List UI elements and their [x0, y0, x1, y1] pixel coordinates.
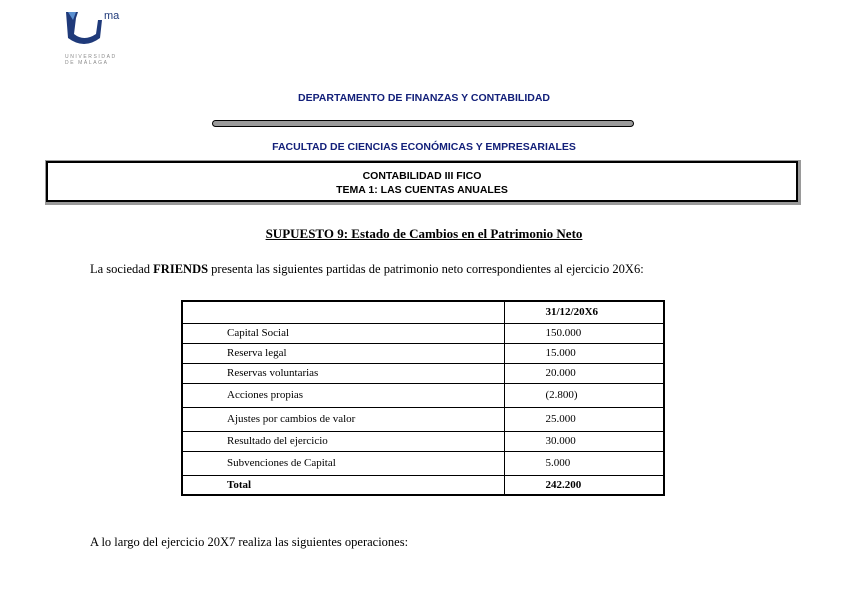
- table-row: [182, 323, 664, 343]
- equity-balance-table: [181, 300, 665, 496]
- header-divider: [212, 120, 634, 127]
- row-label: Ajustes por cambios de valor: [182, 407, 504, 431]
- university-logo: [62, 8, 132, 66]
- table-row: [182, 407, 664, 431]
- intro-text-start: La sociedad: [90, 262, 154, 276]
- row-value: 30.000: [504, 431, 664, 451]
- table-header-row: [182, 301, 664, 323]
- department-title: DEPARTAMENTO DE FINANZAS Y CONTABILIDAD: [297, 92, 550, 104]
- table-total-row: [182, 475, 664, 495]
- course-title-box: [46, 161, 798, 202]
- row-label: Reserva legal: [182, 343, 504, 363]
- table-row: [182, 343, 664, 363]
- exercise-intro: [90, 262, 644, 277]
- row-value: 150.000: [504, 323, 664, 343]
- header-cell-date: 31/12/20X6: [504, 301, 664, 323]
- row-value: (2.800): [504, 383, 664, 407]
- intro-text-end: presenta las siguientes partidas de patrimonio neto correspondientes al ejercicio 20X6:: [208, 262, 644, 276]
- uma-emblem-icon: [64, 8, 104, 48]
- row-value: 25.000: [504, 407, 664, 431]
- company-name: FRIENDS: [153, 262, 209, 276]
- course-name: CONTABILIDAD III FICO: [362, 170, 482, 182]
- exercise-operations-intro: A lo largo del ejercicio 20X7 realiza las siguientes operaciones:: [90, 535, 409, 549]
- row-label: Resultado del ejercicio: [182, 431, 504, 451]
- exercise-title: SUPUESTO 9: Estado de Cambios en el Patrimonio Neto: [265, 226, 583, 241]
- logo-institution-name: UNIVERSIDAD DE MÁLAGA: [65, 54, 117, 66]
- row-label: Acciones propias: [182, 383, 504, 407]
- header-cell-item: [182, 301, 504, 323]
- logo-superscript: ma: [104, 10, 120, 22]
- table-row: [182, 431, 664, 451]
- table-row: [182, 451, 664, 475]
- table-row: [182, 383, 664, 407]
- faculty-title: FACULTAD DE CIENCIAS ECONÓMICAS Y EMPRESARIALES: [272, 141, 576, 153]
- row-label: Reservas voluntarias: [182, 363, 504, 383]
- total-value: 242.200: [504, 475, 664, 495]
- table-row: [182, 363, 664, 383]
- row-value: 15.000: [504, 343, 664, 363]
- row-label: Subvenciones de Capital: [182, 451, 504, 475]
- row-label: Capital Social: [182, 323, 504, 343]
- row-value: 5.000: [504, 451, 664, 475]
- topic-name: TEMA 1: LAS CUENTAS ANUALES: [336, 184, 508, 196]
- total-label: Total: [182, 475, 504, 495]
- row-value: 20.000: [504, 363, 664, 383]
